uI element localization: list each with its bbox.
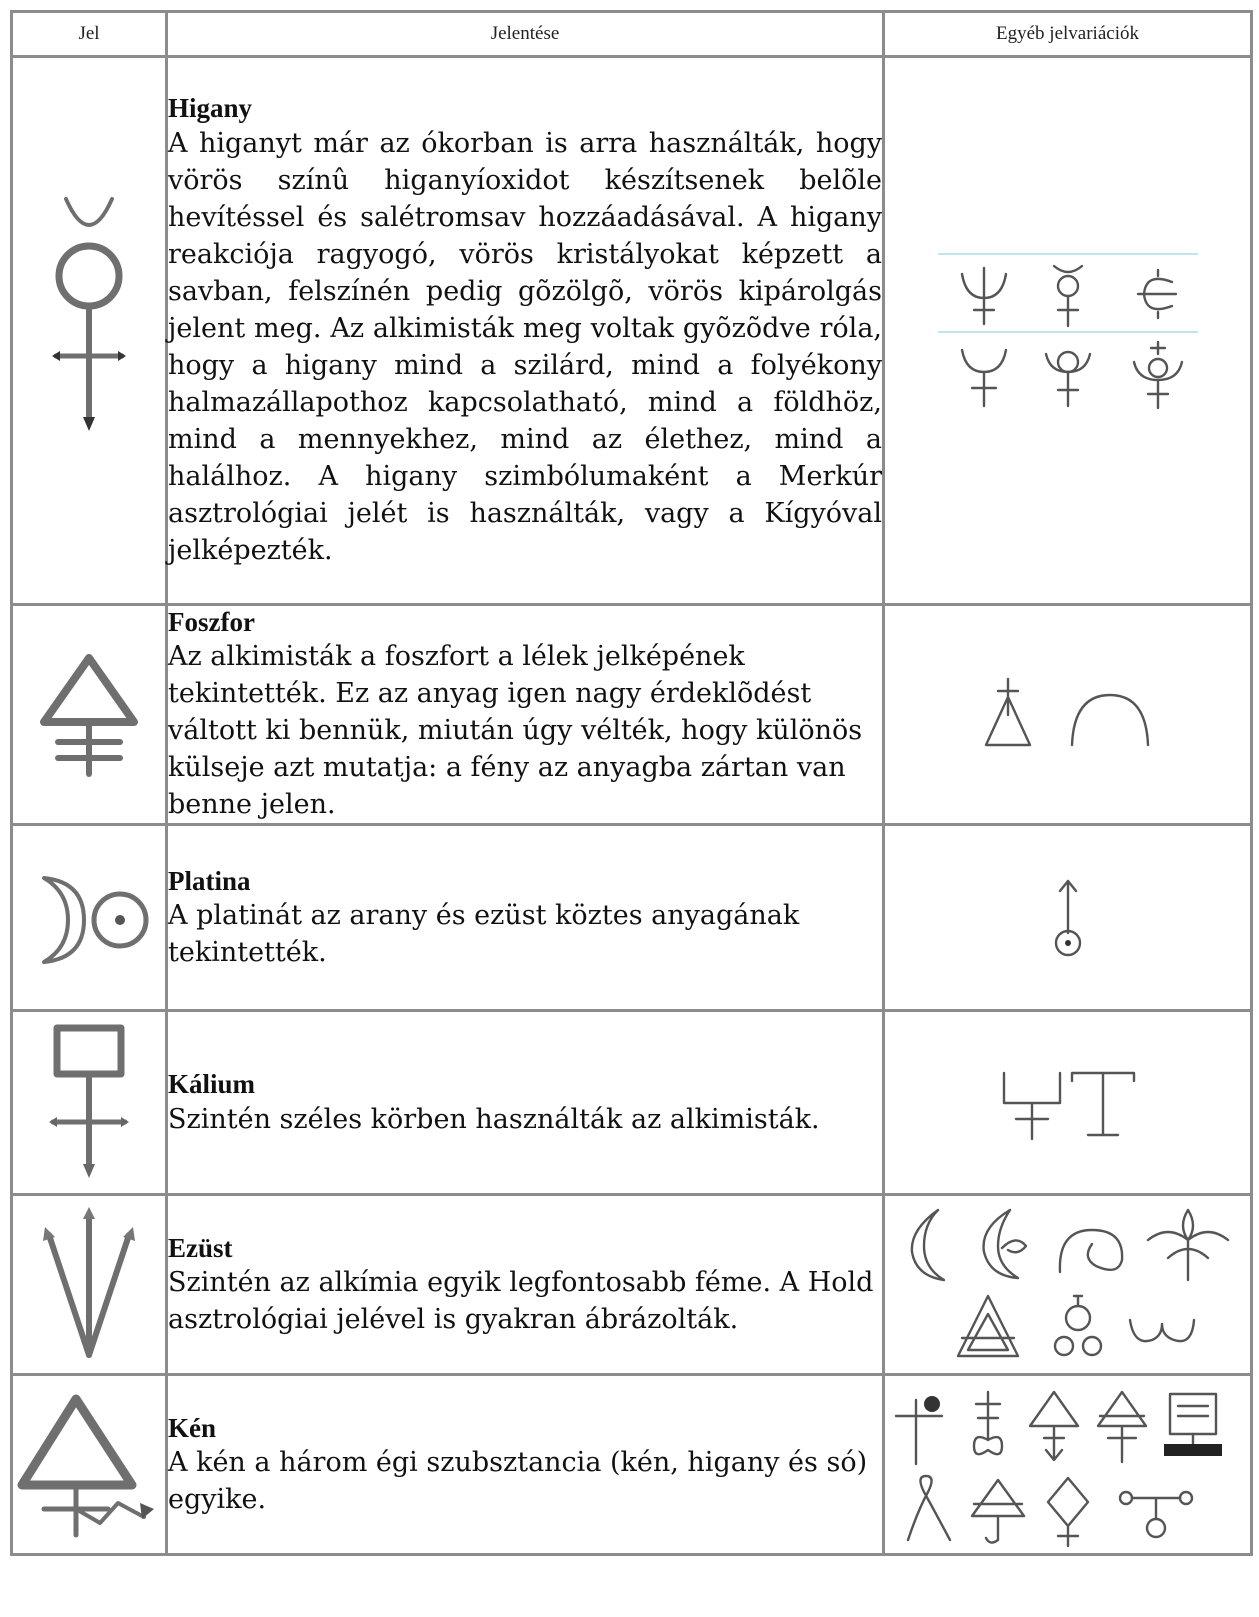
header-jel: Jel [12, 12, 167, 57]
mercury-variant-cross-icon [1134, 342, 1182, 408]
fork-stand-icon [1072, 1073, 1134, 1135]
table-row [12, 1011, 1252, 1195]
variant-symbols [938, 246, 1198, 416]
description-cell [167, 1375, 884, 1555]
symbol-cell [12, 1375, 167, 1555]
symbol-name: Higany [168, 93, 253, 124]
silver-icon [29, 1205, 149, 1365]
header-variaciok: Egyéb jelvariációk [884, 12, 1252, 57]
symbol-cell [12, 605, 167, 825]
triangle-cross-icon [986, 679, 1030, 745]
variant-symbols [988, 1063, 1148, 1143]
variant-symbols [1038, 873, 1098, 963]
symbol-cell [12, 825, 167, 1011]
crescent-moon-icon [911, 1210, 943, 1280]
symbol-description: Szintén az alkímia egyik legfontosabb féme. A Hold asztrológiai jelével is gyakran ábrázolták. [168, 1267, 874, 1336]
variants-cell [884, 1011, 1252, 1195]
variants-cell [884, 1195, 1252, 1375]
header-row [12, 12, 1252, 57]
symbol-name: Ezüst [168, 1232, 233, 1263]
diamond-cross-icon [1048, 1478, 1088, 1546]
three-circles-icon [1055, 1296, 1101, 1355]
triangle-arrow-icon [1030, 1392, 1078, 1460]
dot-cross-icon [896, 1396, 942, 1464]
moon-hook-icon [983, 1210, 1025, 1278]
arc-icon [1072, 695, 1148, 745]
symbol-description: Szintén széles körben használták az alkimisták. [168, 1103, 820, 1135]
table-row [12, 1375, 1252, 1555]
triangle-cross-icon [1098, 1392, 1146, 1462]
symbol-name: Platina [168, 865, 251, 896]
wave-icon [1130, 1320, 1194, 1341]
mercury-variant-horned-icon [1054, 266, 1082, 326]
table-row [12, 1195, 1252, 1375]
double-triangle-icon [958, 1296, 1018, 1356]
potassium-icon [39, 1018, 139, 1188]
variant-symbols [968, 675, 1168, 755]
variants-cell [884, 825, 1252, 1011]
header-jelentese: Jelentése [167, 12, 884, 57]
mercury-variant-trident-icon [962, 268, 1006, 324]
description-cell [167, 1011, 884, 1195]
platinum-icon [24, 868, 154, 968]
mercury-variant-fork-icon [962, 350, 1006, 406]
arch-loop-icon [1059, 1230, 1121, 1272]
symbol-description: A higanyt már az ókorban is arra használták, hogy vörös színû higanyíoxidot készítsenek belõle hevítéssel és salétromsav hozzáadásával. A higany reakciója ragyogó, vörös kristályokat képzett a savban, felszínén pedig gõzölgõ, vörös kipárolgás jelent meg. Az alkimisták meg voltak gyõzõdve róla, hogy a higany mind a szilárd, mind a folyékony halmazállapothoz kapcsolatható, mind a földhöz, mind a mennyekhez, mind az élethez, mind a halálhoz. A higany szimbólumaként a Merkúr asztrológiai jelét is használták, vagy a Kígyóval jelképezték. [168, 127, 882, 566]
infinity-cross-icon [974, 1392, 1002, 1454]
circle-arrow-icon [1056, 881, 1080, 955]
variants-cell [884, 605, 1252, 825]
description-cell [167, 825, 884, 1011]
table-row [12, 825, 1252, 1011]
symbol-description: A kén a három égi szubsztancia (kén, higany és só) egyike. [168, 1447, 868, 1516]
mercury-icon [44, 181, 134, 481]
variants-cell [884, 1375, 1252, 1555]
box-stand-icon [1164, 1394, 1222, 1456]
phosphorus-icon [34, 650, 144, 780]
symbol-name: Kén [168, 1412, 217, 1443]
mercury-variant-crescent-icon [1138, 270, 1176, 318]
triangle-hook-icon [972, 1480, 1024, 1543]
loop-cross-icon [1148, 1210, 1228, 1280]
variants-cell [884, 57, 1252, 605]
symbol-cell [12, 1195, 167, 1375]
symbol-name: Foszfor [168, 607, 255, 637]
variant-symbols [898, 1200, 1238, 1370]
description-cell [167, 57, 884, 605]
symbol-description: Az alkimisták a foszfort a lélek jelképének tekintették. Ez az anyag igen nagy érdeklõdést váltott ki bennük, miután úgy vélték, hogy különös külseje azt mutatja: a fény az anyagba zártan van benne jelen. [168, 641, 863, 821]
description-cell [167, 605, 884, 825]
fork-cross-icon [1004, 1073, 1060, 1139]
symbol-cell [12, 1011, 167, 1195]
table-row [12, 57, 1252, 605]
loop-icon [908, 1476, 950, 1540]
symbol-description: A platinát az arany és ezüst köztes anyagának tekintették. [168, 900, 800, 969]
description-cell [167, 1195, 884, 1375]
table-row [12, 605, 1252, 825]
sulfur-icon [14, 1385, 164, 1545]
variant-symbols [888, 1380, 1248, 1550]
symbol-name: Kálium [168, 1069, 256, 1100]
circle-link-icon [1120, 1492, 1192, 1537]
alchemy-symbol-table [10, 10, 1253, 1556]
mercury-variant-ring-icon [1046, 352, 1090, 406]
symbol-cell [12, 57, 167, 605]
